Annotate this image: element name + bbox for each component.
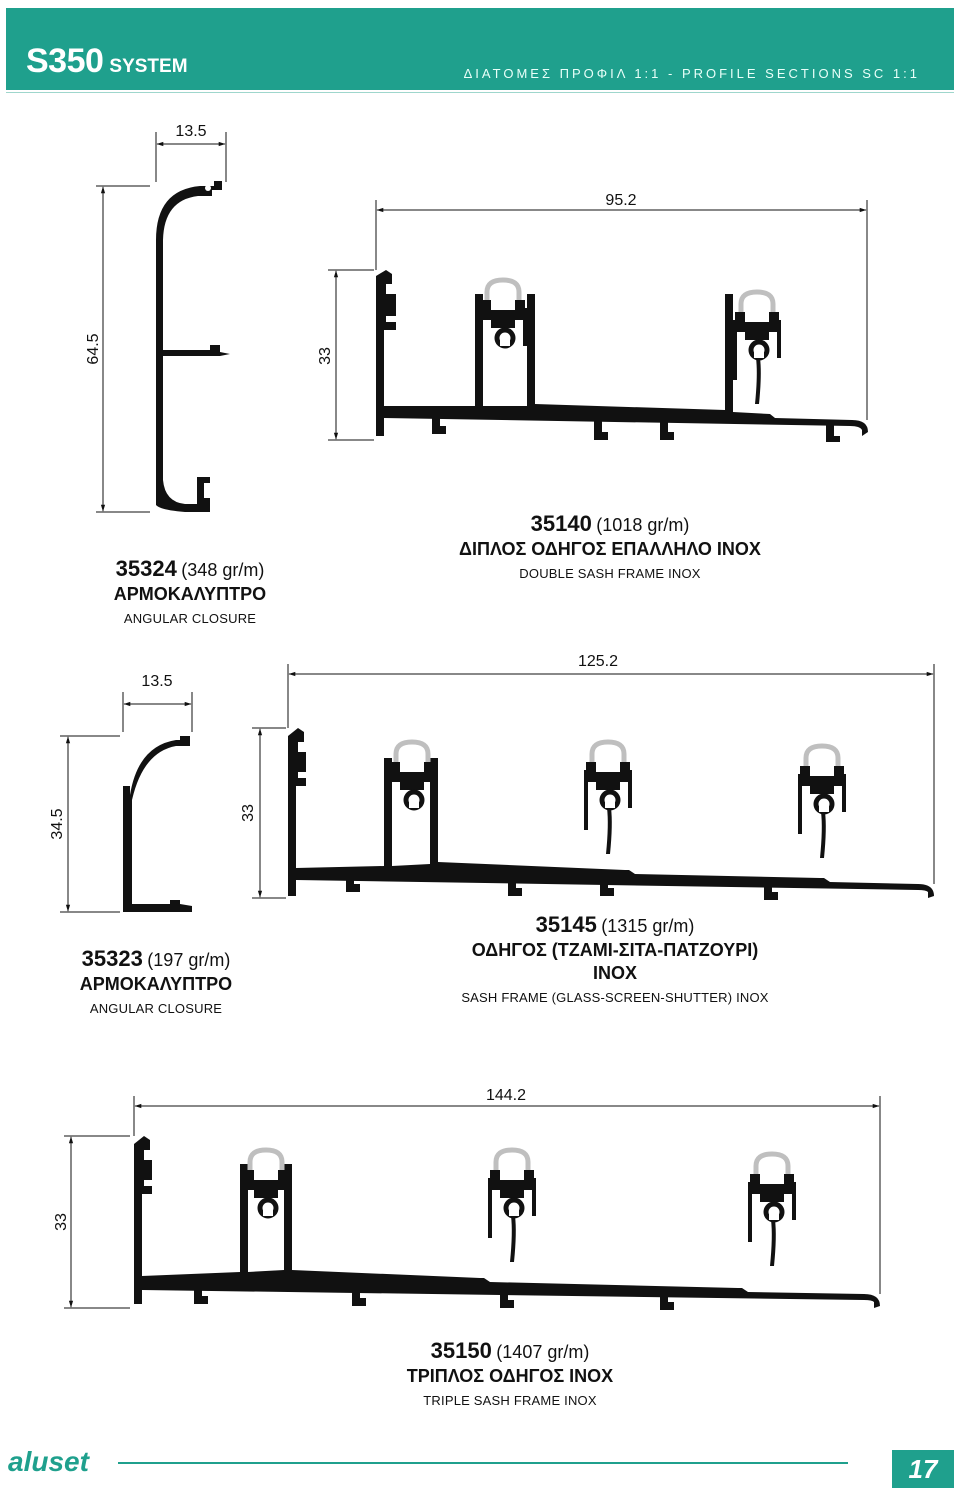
profile-35323-drawing xyxy=(49,673,192,912)
profile-code: 35324 xyxy=(115,556,177,581)
footer-rule xyxy=(118,1462,848,1464)
profile-name-en: SASH FRAME (GLASS-SCREEN-SHUTTER) INOX xyxy=(461,990,769,1005)
profile-code: 35323 xyxy=(81,946,143,971)
profile-weight: (348 gr/m) xyxy=(181,560,265,580)
page-number: 17 xyxy=(892,1450,954,1488)
profile-weight: (1407 gr/m) xyxy=(496,1342,590,1362)
profile-name-en: TRIPLE SASH FRAME INOX xyxy=(423,1393,597,1408)
profile-35140-drawing xyxy=(317,192,868,442)
profile-name-gr: ΑΡΜΟΚΑΛΥΠΤΡΟ xyxy=(113,584,267,604)
dim-width-35150: 144.2 xyxy=(485,1087,527,1104)
caption-35323 xyxy=(26,946,286,1016)
profile-weight: (1018 gr/m) xyxy=(596,515,690,535)
profile-name-gr: ΔΙΠΛΟΣ ΟΔΗΓΟΣ ΕΠΑΛΛΗΛΟ ΙΝΟΧ xyxy=(459,539,761,559)
caption-35145 xyxy=(400,912,830,1005)
dim-width-35145: 125.2 xyxy=(577,653,619,670)
profile-name-gr-line2: ΙΝΟΧ xyxy=(592,963,637,983)
profile-code: 35145 xyxy=(535,912,597,937)
profile-code: 35150 xyxy=(430,1338,492,1363)
profile-35324-drawing xyxy=(85,123,230,512)
system-word: SYSTEM xyxy=(109,56,188,77)
dim-height-35323: 34.5 xyxy=(49,808,66,840)
dim-height-35324: 64.5 xyxy=(85,333,102,365)
profile-35150-drawing xyxy=(53,1087,880,1310)
profile-name-en: ANGULAR CLOSURE xyxy=(89,1001,223,1016)
system-code: S350 xyxy=(26,42,104,80)
dim-height-35145: 33 xyxy=(240,804,257,822)
dim-width-35323: 13.5 xyxy=(141,673,173,690)
dim-width-35324: 13.5 xyxy=(175,123,207,140)
profile-name-en: DOUBLE SASH FRAME INOX xyxy=(519,566,701,581)
dim-height-35140: 33 xyxy=(317,347,334,365)
dim-height-35150: 33 xyxy=(53,1213,70,1231)
profile-name-gr: ΑΡΜΟΚΑΛΥΠΤΡΟ xyxy=(79,974,233,994)
aluset-logo: aluset xyxy=(8,1446,89,1477)
header-subtitle: ΔΙΑΤΟΜΕΣ ΠΡΟΦΙΛ 1:1 - PROFILE SECTIONS SC 1:1 xyxy=(463,66,920,81)
profile-weight: (197 gr/m) xyxy=(147,950,231,970)
dim-width-35140: 95.2 xyxy=(605,192,637,209)
profile-35145-drawing xyxy=(240,653,934,900)
caption-35140 xyxy=(400,511,820,581)
profile-weight: (1315 gr/m) xyxy=(601,916,695,936)
profile-name-en: ANGULAR CLOSURE xyxy=(123,611,257,626)
profile-code: 35140 xyxy=(530,511,592,536)
profile-name-gr-line1: ΟΔΗΓΟΣ (ΤΖΑΜΙ-ΣΙΤΑ-ΠΑΤΖΟΥΡΙ) xyxy=(471,940,759,960)
caption-35324 xyxy=(60,556,320,626)
caption-35150 xyxy=(340,1338,680,1408)
profile-name-gr: ΤΡΙΠΛΟΣ ΟΔΗΓΟΣ ΙΝΟΧ xyxy=(406,1366,614,1386)
